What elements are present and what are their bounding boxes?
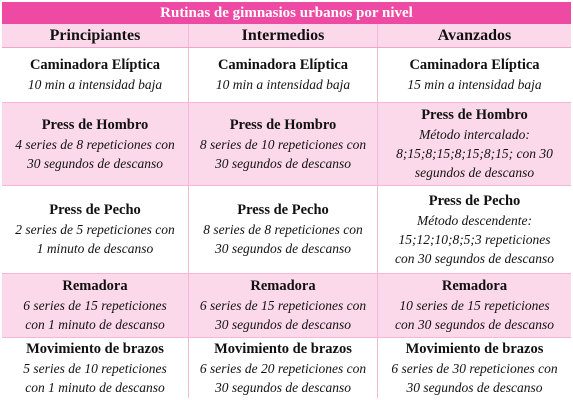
- exercise-detail: 6 series de 20 repeticiones con: [199, 360, 367, 376]
- cell: [189, 338, 378, 398]
- exercise-detail: 8 series de 10 repeticiones con: [199, 136, 367, 152]
- exercise-name: Movimiento de brazos: [26, 340, 164, 357]
- exercise-detail: 30 segundos de descanso: [214, 155, 352, 171]
- exercise-detail: 8 series de 8 repeticiones con: [203, 222, 363, 237]
- table-row-press-pecho: [2, 186, 571, 274]
- exercise-name: Remadora: [62, 278, 128, 294]
- header-principiantes: Principiantes: [2, 24, 189, 47]
- exercise-detail: Método descendente:: [416, 212, 533, 228]
- cell: [2, 103, 189, 185]
- exercise-detail: segundos de descanso: [414, 165, 535, 180]
- exercise-detail: con 1 minuto de descanso: [25, 379, 165, 395]
- exercise-detail: con 30 segundos de descanso: [395, 250, 554, 266]
- routines-table: [2, 2, 571, 398]
- exercise-detail: 5 series de 10 repeticiones: [23, 360, 167, 376]
- exercise-name: Movimiento de brazos: [405, 340, 544, 357]
- exercise-name: Remadora: [250, 278, 316, 294]
- exercise-detail: 2 series de 5 repeticiones con: [15, 222, 175, 237]
- cell: [2, 186, 189, 273]
- exercise-detail: 10 min a intensidad baja: [27, 77, 163, 92]
- exercise-name: Movimiento de brazos: [214, 340, 352, 357]
- exercise-detail: 8;15;8;15;8;15;8;15; con 30: [396, 146, 553, 161]
- exercise-name: Press de Pecho: [237, 202, 329, 218]
- exercise-detail: Método intercalado:: [419, 127, 530, 142]
- cell: [2, 274, 189, 337]
- exercise-detail: 15;12;10;8;5;3 repeticiones: [398, 231, 551, 247]
- table-row-eliptica: [2, 48, 571, 103]
- exercise-name: Press de Hombro: [229, 116, 337, 133]
- exercise-detail: 10 series de 15 repeticiones: [399, 298, 550, 313]
- table-title: Rutinas de gimnasios urbanos por nivel: [2, 2, 571, 24]
- exercise-detail: 6 series de 15 repeticiones con: [199, 298, 367, 313]
- header-row: [2, 24, 571, 48]
- exercise-name: Caminadora Elíptica: [409, 57, 540, 73]
- table-row-movimiento-brazos: [2, 338, 571, 398]
- exercise-name: Press de Hombro: [41, 116, 149, 133]
- exercise-detail: 30 segundos de descanso: [214, 379, 352, 395]
- table-row-remadora: [2, 274, 571, 338]
- exercise-detail: 4 series de 8 repeticiones con: [15, 136, 175, 152]
- cell: [378, 48, 571, 102]
- exercise-detail: 6 series de 30 repeticiones con: [391, 360, 558, 376]
- exercise-name: Caminadora Elíptica: [29, 57, 161, 73]
- exercise-detail: 30 segundos de descanso: [214, 241, 352, 256]
- cell: [378, 186, 571, 273]
- cell: [189, 103, 378, 185]
- header-intermedios: Intermedios: [189, 24, 378, 47]
- exercise-detail: 10 min a intensidad baja: [215, 77, 351, 92]
- exercise-detail: con 1 minuto de descanso: [25, 317, 165, 332]
- table-row-press-hombro: [2, 103, 571, 186]
- cell: [378, 274, 571, 337]
- exercise-detail: 30 segundos de descanso: [214, 317, 352, 332]
- exercise-detail: 15 min a intensidad baja: [407, 77, 542, 92]
- exercise-detail: 30 segundos de descanso: [26, 155, 164, 171]
- cell: [378, 103, 571, 185]
- header-avanzados: Avanzados: [437, 26, 512, 44]
- exercise-name: Press de Hombro: [421, 107, 528, 123]
- exercise-name: Remadora: [441, 278, 508, 294]
- cell: [189, 274, 378, 337]
- exercise-detail: 30 segundos de descanso: [406, 379, 543, 395]
- cell: [189, 186, 378, 273]
- cell: [2, 48, 189, 102]
- cell: [189, 48, 378, 102]
- cell: [378, 338, 571, 398]
- exercise-name: Caminadora Elíptica: [217, 57, 349, 73]
- exercise-detail: 6 series de 15 repeticiones: [23, 298, 167, 313]
- exercise-detail: 1 minuto de descanso: [36, 241, 154, 256]
- exercise-name: Press de Pecho: [428, 192, 521, 209]
- cell: [2, 338, 189, 398]
- exercise-name: Press de Pecho: [49, 202, 141, 218]
- exercise-detail: con 30 segundos de descanso: [395, 317, 554, 332]
